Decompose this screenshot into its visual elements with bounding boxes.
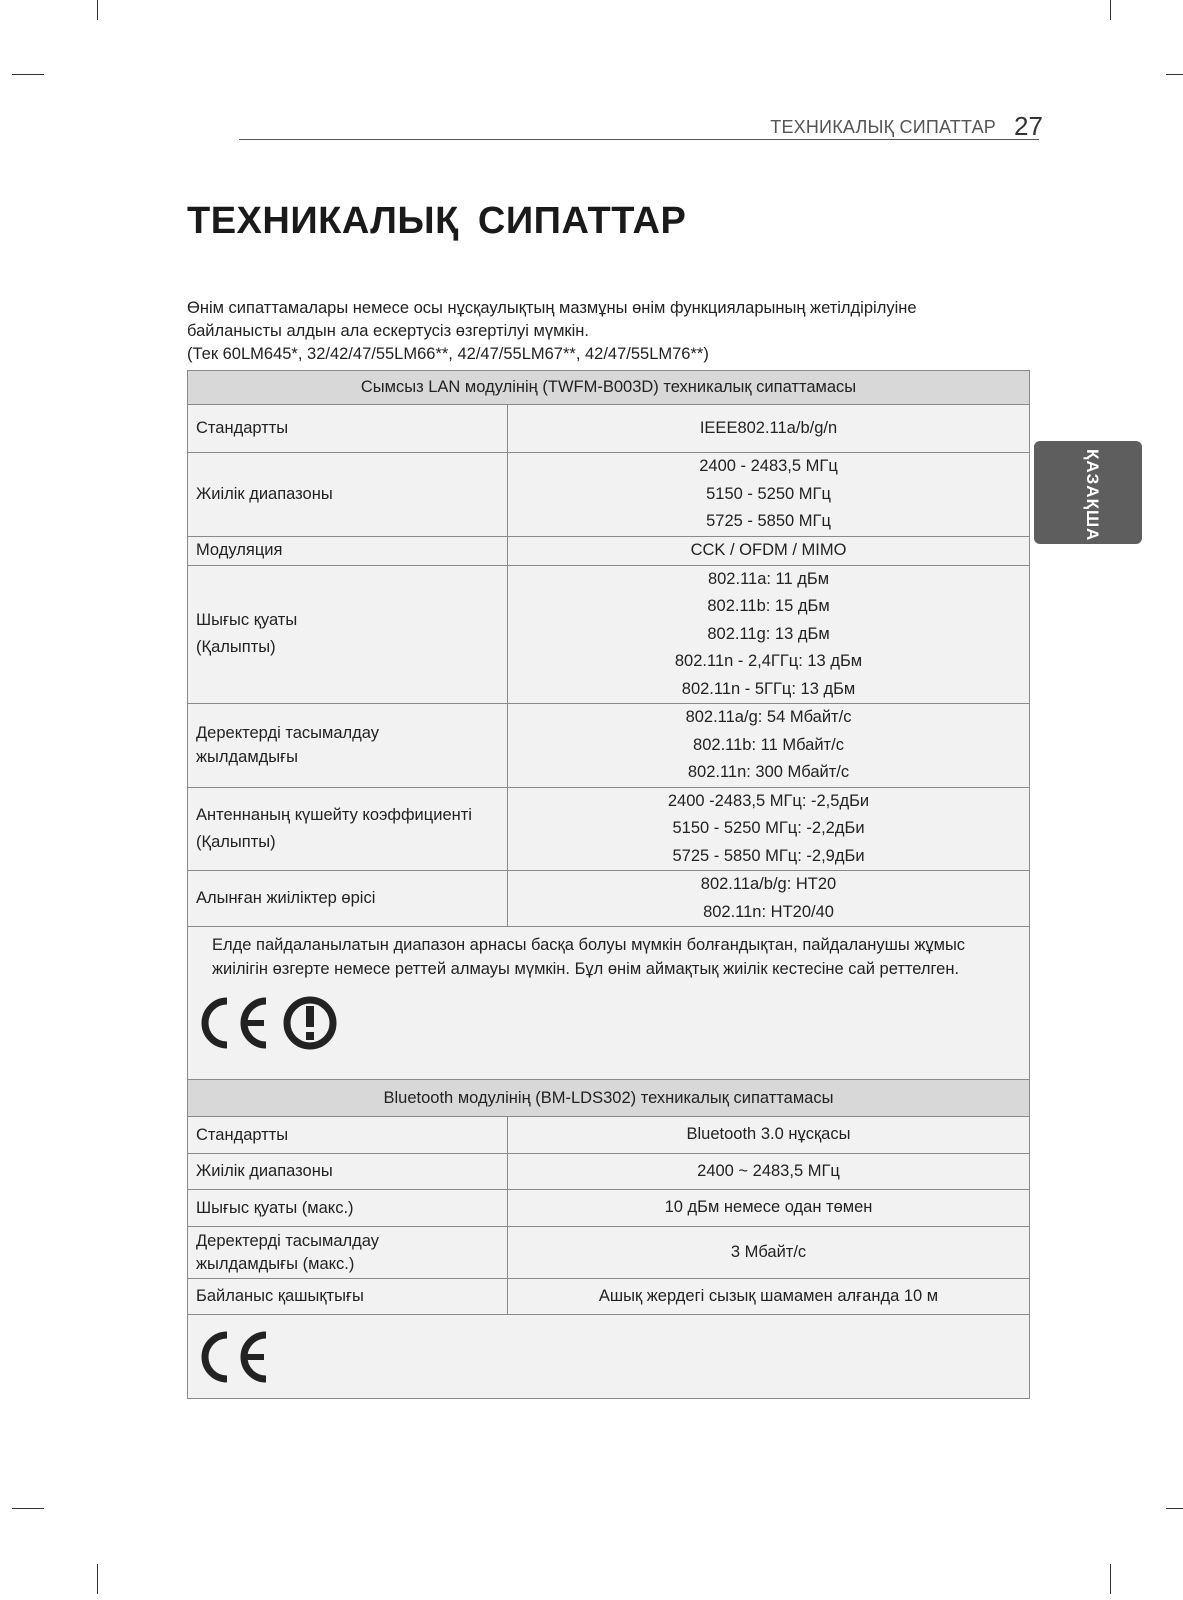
- certification-cell: [188, 1315, 1030, 1399]
- regulatory-note: Елде пайдаланылатын диапазон арнасы басқа болуы мүмкін болғандықтан, пайдаланушы жұмыс жиілігін өзгерте немесе реттей алмауы мүмкін. Бұл өнім аймақтық жиілік кестесіне сай реттелген.: [212, 936, 966, 978]
- language-tab-label: ҚАЗАҚША: [1083, 449, 1102, 542]
- intro-line: (Тек 60LM645*, 32/42/47/55LM66**, 42/47/55LM67**, 42/47/55LM76**): [187, 345, 709, 363]
- row-label: Антеннаның күшейту коэффициенті (Қалыпты): [188, 787, 508, 871]
- bluetooth-spec-table: [187, 1079, 1030, 1399]
- language-tab: [1034, 441, 1142, 544]
- row-label: Жиілік диапазоны: [188, 1154, 508, 1190]
- page-title: ТЕХНИКАЛЫҚ СИПАТТАР: [187, 200, 687, 242]
- row-label: Модуляция: [188, 536, 508, 565]
- table-row: [188, 927, 1030, 1082]
- row-label: Алынған жиіліктер өрісі: [188, 871, 508, 927]
- row-value: 802.11a: 11 дБм 802.11b: 15 дБм 802.11g: 13 дБм 802.11n - 2,4ГГц: 13 дБм 802.11n - 5ГГц: 13 дБм: [508, 565, 1030, 704]
- table-row: [188, 536, 1030, 565]
- crop-mark: [1110, 1564, 1111, 1594]
- header-rule: [239, 139, 1039, 140]
- crop-mark: [1166, 1508, 1183, 1509]
- table-row: [188, 1190, 1030, 1227]
- table-row: [188, 704, 1030, 788]
- wlan-spec-table: [187, 370, 1030, 1082]
- row-label: Деректерді тасымалдау жылдамдығы: [188, 704, 508, 788]
- row-label: Шығыс қуаты (макс.): [188, 1190, 508, 1227]
- alert-mark-icon: [282, 995, 342, 1051]
- row-value: 10 дБм немесе одан төмен: [508, 1190, 1030, 1227]
- intro-line: байланысты алдын ала ескертусіз өзгертілуі мүмкін.: [187, 322, 589, 340]
- table-row: [188, 871, 1030, 927]
- table-title: Сымсыз LAN модулінің (TWFM-B003D) техникалық сипаттамасы: [188, 371, 1030, 405]
- row-label: Деректерді тасымалдау жылдамдығы (макс.): [188, 1227, 508, 1279]
- page-number: 27: [1014, 111, 1043, 141]
- table-row: [188, 1227, 1030, 1279]
- certification-marks: [196, 1329, 1021, 1385]
- table-row: [188, 453, 1030, 537]
- table-title: Bluetooth модулінің (BM-LDS302) техникалық сипаттамасы: [188, 1080, 1030, 1117]
- row-value: 802.11a/g: 54 Мбайт/с 802.11b: 11 Мбайт/с 802.11n: 300 Мбайт/с: [508, 704, 1030, 788]
- row-value: IEEE802.11a/b/g/n: [508, 405, 1030, 453]
- table-row: [188, 1279, 1030, 1315]
- row-value: 2400 ~ 2483,5 МГц: [508, 1154, 1030, 1190]
- row-value: 2400 - 2483,5 МГц 5150 - 5250 МГц 5725 - 5850 МГц: [508, 453, 1030, 537]
- row-label: Жиілік диапазоны: [188, 453, 508, 537]
- row-label: Шығыс қуаты (Қалыпты): [188, 565, 508, 704]
- crop-mark: [97, 1564, 98, 1594]
- certification-marks: [196, 995, 1021, 1051]
- crop-mark: [1166, 74, 1183, 75]
- table-row: [188, 1315, 1030, 1399]
- row-label: Стандартты: [188, 1117, 508, 1154]
- table-row: [188, 787, 1030, 871]
- ce-mark-icon: [196, 995, 272, 1051]
- running-header-title: ТЕХНИКАЛЫҚ СИПАТТАР: [770, 117, 996, 137]
- crop-mark: [12, 1508, 44, 1509]
- crop-mark: [97, 0, 98, 20]
- table-row: [188, 1154, 1030, 1190]
- ce-mark-icon: [196, 1329, 272, 1385]
- row-label: Байланыс қашықтығы: [188, 1279, 508, 1315]
- row-value: 2400 -2483,5 МГц: -2,5дБи 5150 - 5250 МГц: -2,2дБи 5725 - 5850 МГц: -2,9дБи: [508, 787, 1030, 871]
- row-label: Стандартты: [188, 405, 508, 453]
- regulatory-note-cell: [188, 927, 1030, 1082]
- intro-paragraph: [187, 297, 1027, 366]
- intro-line: Өнім сипаттамалары немесе осы нұсқаулықтың мазмұны өнім функцияларының жетілдірілуіне: [187, 299, 917, 317]
- row-value: CCK / OFDM / MIMO: [508, 536, 1030, 565]
- crop-mark: [12, 74, 44, 75]
- table-row: [188, 405, 1030, 453]
- row-value: Bluetooth 3.0 нұсқасы: [508, 1117, 1030, 1154]
- row-value: 3 Мбайт/с: [508, 1227, 1030, 1279]
- row-value: 802.11a/b/g: HT20 802.11n: HT20/40: [508, 871, 1030, 927]
- table-row: [188, 1117, 1030, 1154]
- table-row: [188, 565, 1030, 704]
- row-value: Ашық жердегі сызық шамамен алғанда 10 м: [508, 1279, 1030, 1315]
- crop-mark: [1110, 0, 1111, 20]
